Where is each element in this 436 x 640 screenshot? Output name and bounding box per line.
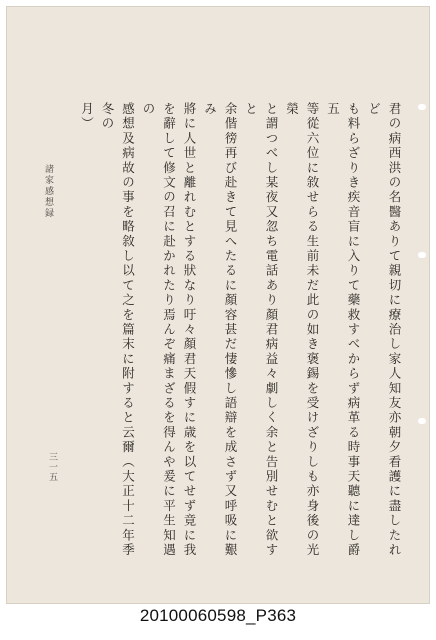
- binding-hole: [418, 104, 426, 110]
- text-column: 將に人世と離れむとする狀なり吁々顏君天假すに歳を以てせず竟に我: [182, 102, 197, 558]
- scanned-page: [6, 6, 430, 604]
- text-column: と謂つべし某夜又忽ち電話あり顏君病益々劇しく余と告別せむと欲すと: [243, 102, 279, 558]
- image-caption: 20100060598_P363: [139, 606, 297, 625]
- text-column: 月）: [79, 102, 95, 132]
- text-column: 感想及病故の事を略敘し以て之を篇末に附すると云爾（大正十二年季冬の: [100, 102, 136, 558]
- text-column: 余偕徬再び赴きて見へたるに顏容甚だ悽慘し語辯を成さず又呼吸に艱み: [202, 102, 238, 558]
- running-head: 諸家感想録: [43, 164, 53, 219]
- text-column: 君の病西洪の名醫ありて親切に療治し家人知友亦朝夕看護に盡したれど: [366, 102, 402, 558]
- binding-hole: [418, 252, 426, 258]
- binding-hole: [418, 418, 426, 424]
- body-text: [79, 102, 404, 572]
- text-column: 等從六位に敘せらる生前未だ此の如き褒錫を受けざりしも亦身後の光榮: [284, 102, 320, 558]
- text-column: を辭して修文の召に赴かれたり焉んぞ痛まざるを得んや爰に平生知遇の: [141, 102, 177, 558]
- page-number: 三一五: [47, 452, 57, 482]
- text-column: も料らざりき疾音盲に入りて藥救すべからず病革る時事天聽に達し爵五: [325, 102, 361, 558]
